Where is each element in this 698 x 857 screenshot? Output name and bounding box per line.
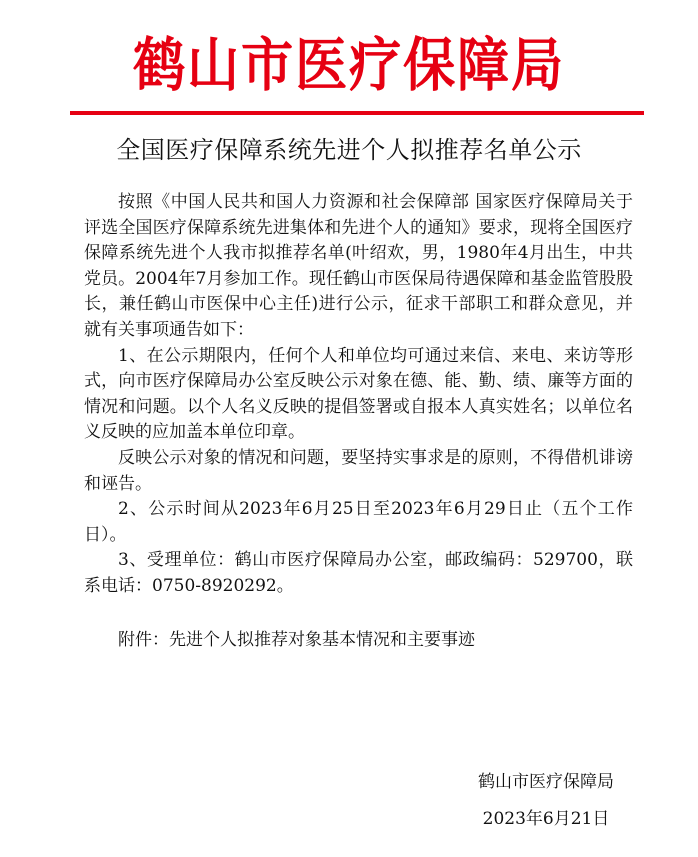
attachment-paragraph: 附件：先进个人拟推荐对象基本情况和主要事迹: [118, 629, 475, 650]
red-divider-rule: [70, 111, 644, 115]
item-2-paragraph: 2、公示时间从2023年6月25日至2023年6月29日止（五个工作日）。: [84, 499, 633, 545]
signature-org: 鹤山市医疗保障局: [478, 772, 614, 792]
notice-title: 全国医疗保障系统先进个人拟推荐名单公示: [116, 136, 582, 164]
principle-paragraph: 反映公示对象的情况和问题，要坚持实事求是的原则，不得借机诽谤和诬告。: [84, 447, 633, 494]
intro-paragraph: 按照《中国人民共和国人力资源和社会保障部 国家医疗保障局关于评选全国医疗保障系统先进集体和先进个人的通知》要求，现将全国医疗保障系统先进个人我市拟推荐名单(叶绍欢，男，1980年4月出生，中共党员。2004年7月参加工作。现任鹤山市医保局待遇保障和基金监管股股长，兼任鹤山市医保中心主任)进行公示，征求干部职工和群众意见，并就有关事项通告如下：: [84, 192, 633, 340]
signature-date: 2023年6月21日: [482, 809, 610, 829]
item-3-paragraph: 3、受理单位：鹤山市医疗保障局办公室，邮政编码：529700，联系电话：0750-8920292。: [84, 550, 633, 596]
item-1-paragraph: 1、在公示期限内，任何个人和单位均可通过来信、来电、来访等形式，向市医疗保障局办公室反映公示对象在德、能、勤、绩、廉等方面的情况和问题。以个人名义反映的提倡签署或自报本人真实姓名；以单位名义反映的应加盖本单位印章。: [84, 345, 633, 443]
notice-body: [84, 190, 633, 653]
masthead-title: 鹤山市医疗保障局: [132, 31, 565, 99]
signature-block: [478, 764, 614, 838]
